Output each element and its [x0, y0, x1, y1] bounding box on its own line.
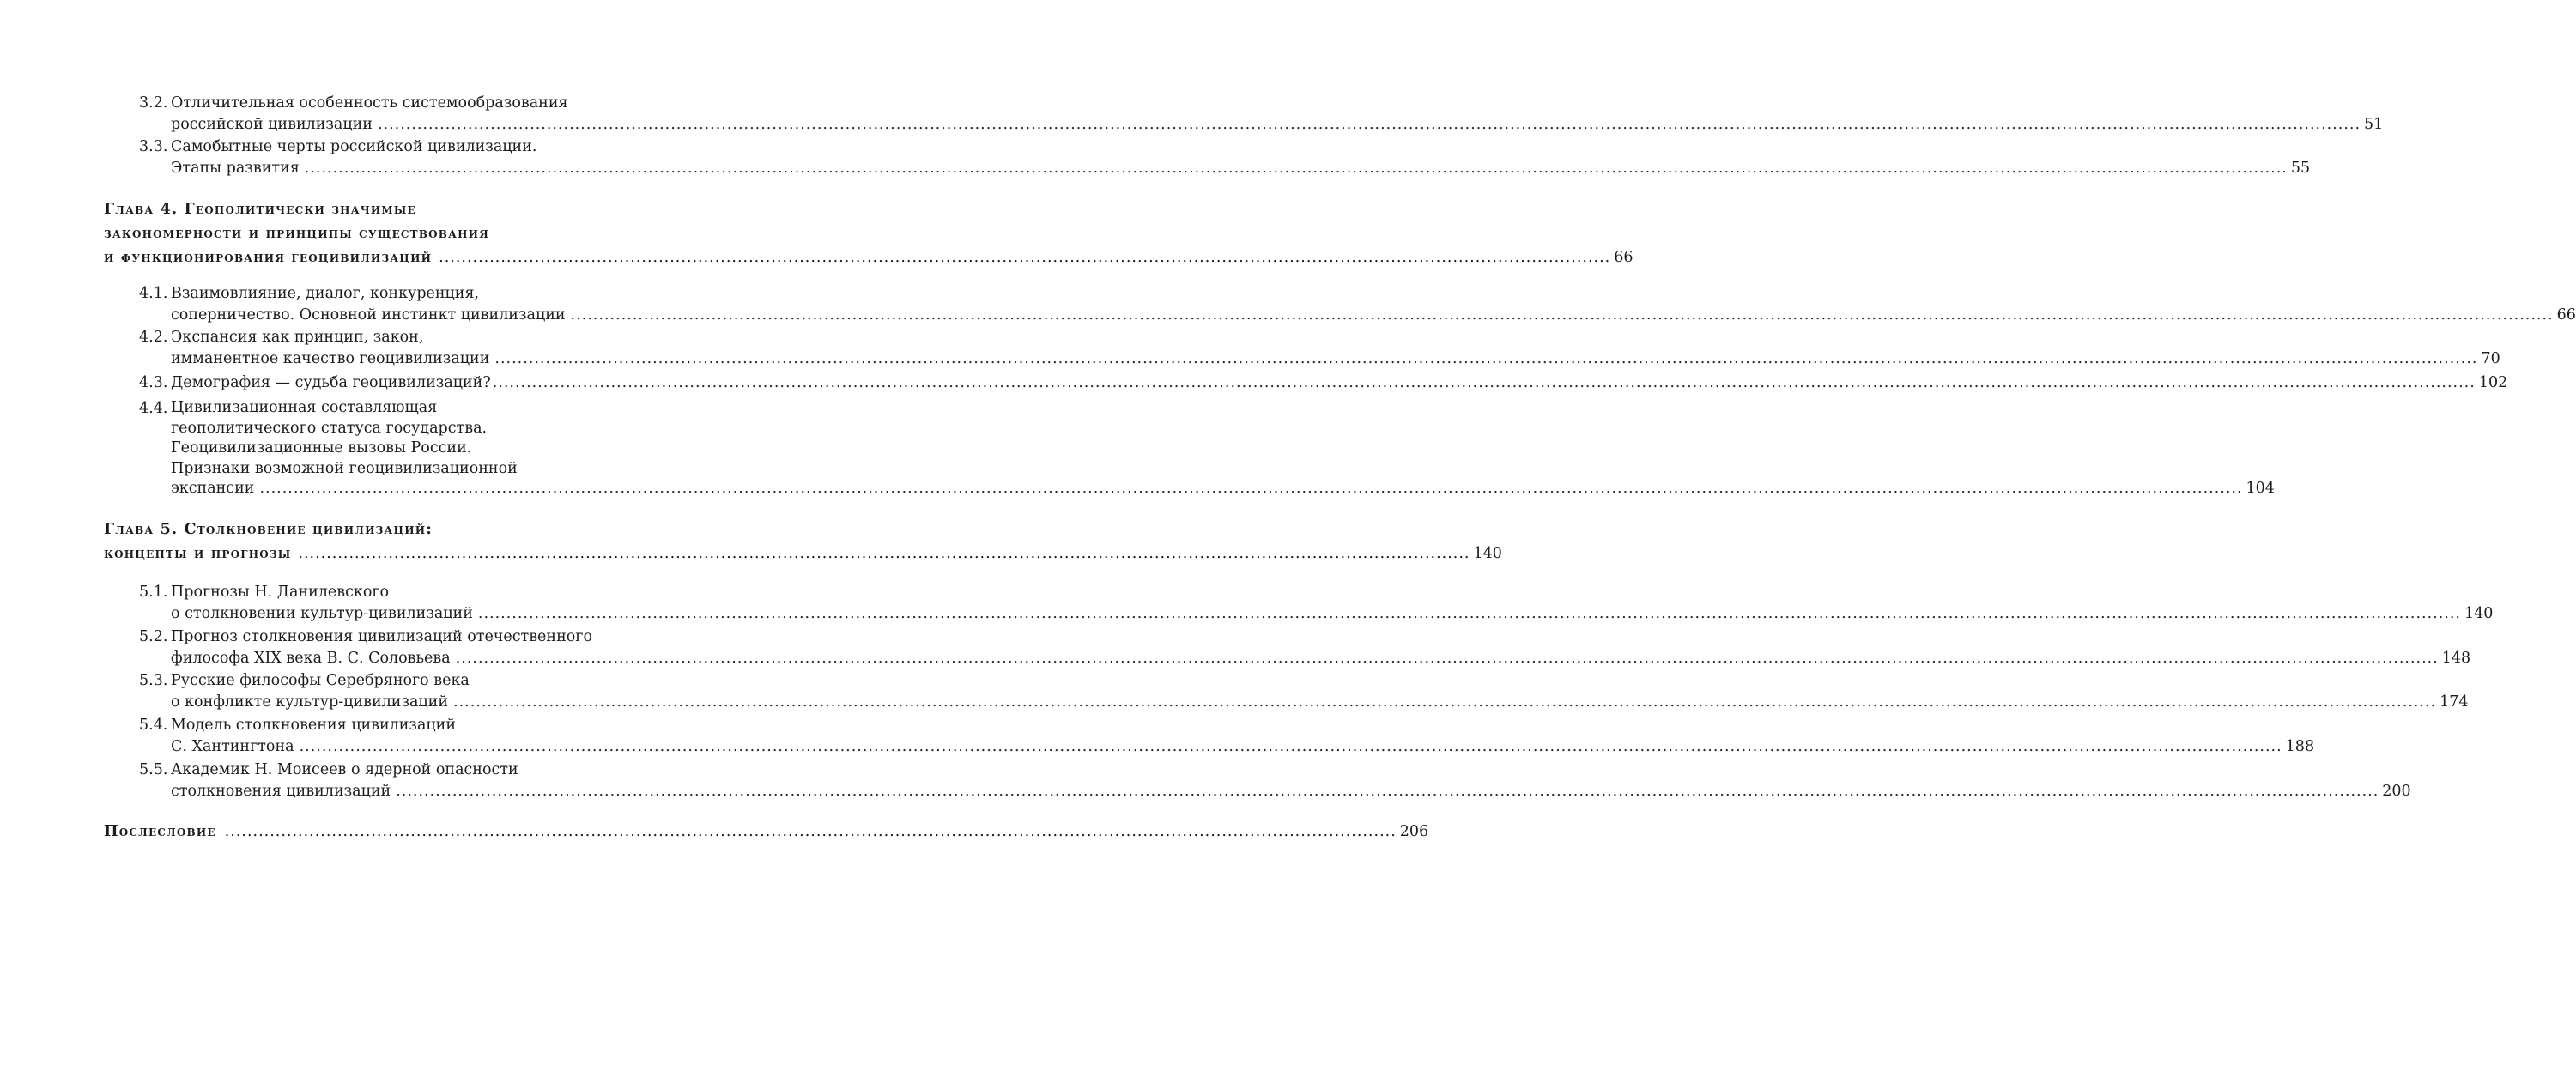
entry-last-line: Демография — судьба геоцивилизаций?	[171, 374, 491, 391]
section-number: 4.1.	[139, 285, 168, 302]
entry-last-line: С. Хантингтона	[171, 738, 294, 755]
chapter-line: закономерности и принципы существования	[104, 225, 489, 242]
entry-line: геополитического статуса государства.	[171, 419, 488, 437]
section-number: 3.2.	[139, 94, 168, 112]
toc-entry-4-2[interactable]	[171, 327, 2500, 370]
dot-leader	[571, 305, 2554, 326]
toc-entry-5-3[interactable]	[171, 670, 2469, 713]
page-number: 55	[2290, 160, 2311, 177]
chapter-4-heading[interactable]	[104, 197, 1633, 269]
toc-entry-4-4[interactable]	[171, 398, 2275, 499]
toc-entry-3-2[interactable]	[171, 93, 2384, 136]
entry-line: Цивилизационная составляющая	[171, 399, 438, 416]
entry-last-line: о столкновении культур-цивилизаций	[171, 605, 473, 622]
page-number: 148	[2441, 650, 2471, 667]
dot-leader	[300, 736, 2282, 758]
page-number: 104	[2246, 480, 2275, 497]
page-number: 174	[2440, 693, 2469, 711]
entry-line: Признаки возможной геоцивилизационной	[171, 459, 518, 477]
toc-entry-3-3[interactable]	[171, 136, 2311, 179]
dot-leader	[305, 158, 2288, 179]
entry-last-line: соперничество. Основной инстинкт цивилизации	[171, 306, 566, 324]
section-number: 3.3.	[139, 138, 168, 155]
page-number: 140	[1473, 545, 1502, 562]
chapter-5-heading[interactable]	[104, 517, 1502, 566]
entry-line: Прогноз столкновения цивилизаций отечественного	[171, 628, 592, 645]
entry-line: Академик Н. Моисеев о ядерной опасности	[171, 761, 518, 778]
entry-line: Геоцивилизационные вызовы России.	[171, 439, 472, 457]
entry-last-line: о конфликте культур-цивилизаций	[171, 693, 448, 711]
entry-last-line: философа XIX века В. С. Соловьева	[171, 650, 451, 667]
dot-leader: ................................................................................................................................................................................................................	[224, 823, 1397, 840]
dot-leader	[493, 372, 2476, 394]
toc-entry-4-3[interactable]	[171, 372, 2508, 394]
entry-last-line: Этапы развития	[171, 160, 300, 177]
toc-entry-4-1[interactable]	[171, 283, 2576, 326]
entry-line: Отличительная особенность системообразования	[171, 94, 568, 112]
dot-leader	[453, 692, 2436, 713]
entry-line: Русские философы Серебряного века	[171, 672, 470, 689]
section-number: 4.3.	[139, 374, 168, 391]
chapter-last-line: и функционирования геоцивилизаций	[104, 249, 433, 266]
entry-line: Самобытные черты российской цивилизации.	[171, 138, 537, 155]
section-number: 5.5.	[139, 761, 168, 778]
dot-leader: ................................................................................................................................................................................................................	[298, 545, 1470, 562]
afterword-title: Послесловие	[104, 823, 216, 840]
dot-leader	[396, 781, 2379, 802]
section-number: 5.2.	[139, 628, 168, 645]
entry-last-line: имманентное качество геоцивилизации	[171, 350, 490, 367]
entry-line: Прогнозы Н. Данилевского	[171, 584, 390, 601]
chapter-last-line: концепты и прогнозы	[104, 545, 292, 562]
page-number: 70	[2481, 350, 2500, 367]
section-number: 5.3.	[139, 672, 168, 689]
afterword-heading[interactable]	[104, 820, 1429, 844]
entry-line: Экспансия как принцип, закон,	[171, 329, 424, 346]
dot-leader	[259, 479, 2242, 499]
page-number: 188	[2285, 738, 2315, 755]
entry-last-line: российской цивилизации	[171, 116, 373, 133]
section-number: 4.2.	[139, 329, 168, 346]
toc-entry-5-1[interactable]	[171, 582, 2494, 625]
entry-line: Взаимовлияние, диалог, конкуренция,	[171, 285, 480, 302]
page-number: 102	[2478, 374, 2508, 391]
dot-leader	[478, 603, 2461, 625]
page-number: 66	[2556, 306, 2576, 324]
toc-entry-5-2[interactable]	[171, 626, 2471, 669]
page-number: 206	[1399, 823, 1429, 840]
chapter-line: Глава 4. Геополитически значимые	[104, 201, 416, 218]
section-number: 4.4.	[139, 400, 168, 417]
toc-entry-5-4[interactable]	[171, 715, 2315, 758]
entry-last-line: экспансии	[171, 480, 255, 497]
section-number: 5.1.	[139, 584, 168, 601]
page-number: 140	[2464, 605, 2494, 622]
toc-entry-5-5[interactable]	[171, 759, 2411, 802]
section-number: 5.4.	[139, 717, 168, 734]
page-number: 51	[2364, 116, 2384, 133]
dot-leader	[456, 648, 2439, 669]
dot-leader: ................................................................................................................................................................................................................	[439, 249, 1611, 266]
chapter-line: Глава 5. Столкновение цивилизаций:	[104, 521, 433, 538]
page-number: 200	[2382, 783, 2411, 800]
page-number: 66	[1614, 249, 1633, 266]
entry-last-line: столкновения цивилизаций	[171, 783, 391, 800]
dot-leader	[378, 114, 2361, 136]
entry-line: Модель столкновения цивилизаций	[171, 717, 456, 734]
dot-leader	[494, 348, 2477, 370]
